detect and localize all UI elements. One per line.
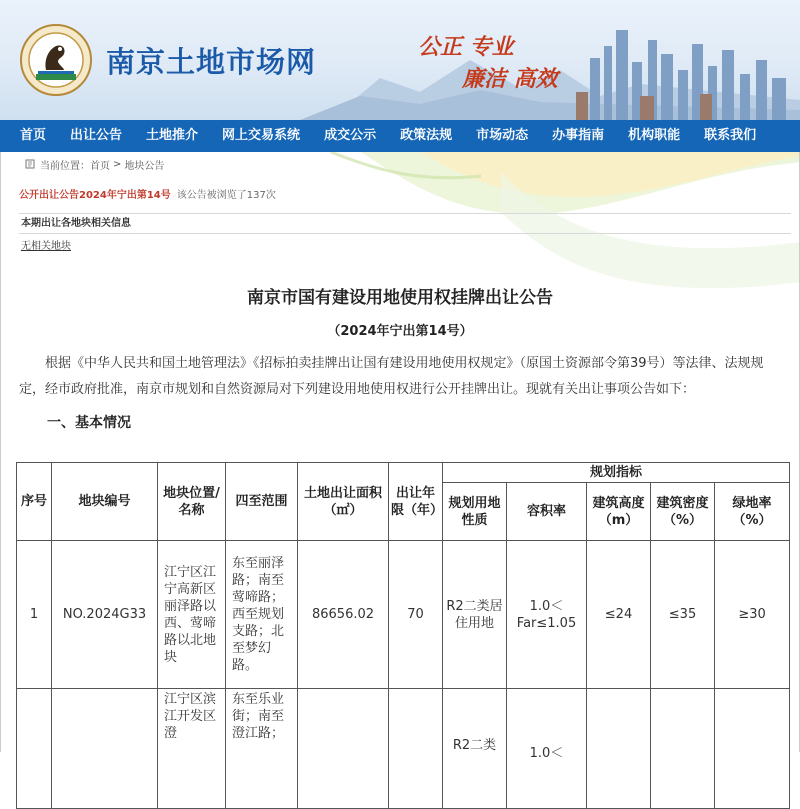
header-term: 出让年限（年）: [389, 463, 443, 541]
header-location: 地块位置/名称: [158, 463, 226, 541]
cell-term: [389, 689, 443, 809]
cell-no: 1: [17, 541, 52, 689]
nav-item-deal-publicity[interactable]: 成交公示: [324, 128, 377, 143]
related-parcels-panel: [19, 213, 791, 253]
nav-item-land-promo[interactable]: 土地推介: [146, 128, 199, 143]
parcel-table: [16, 462, 790, 809]
breadcrumb-current[interactable]: 地块公告: [124, 160, 165, 172]
cell-term: 70: [389, 541, 443, 689]
cell-green: ≥30: [715, 541, 790, 689]
cell-density: ≤35: [651, 541, 715, 689]
header-green: 绿地率（%）: [715, 483, 790, 541]
article-body: 根据《中华人民共和国土地管理法》《招标拍卖挂牌出让国有建设用地使用权规定》（原国土资源部令第39号）等法律、法规规定，经市政府批准，南京市规划和自然资源局对下列建设用地使用权进行公开挂牌出让。现就有关出让事项公告如下：: [19, 356, 764, 397]
article-title: 南京市国有建设用地使用权挂牌出让公告: [247, 288, 553, 308]
related-parcels-heading: 本期出让各地块相关信息: [19, 214, 791, 234]
nav-item-market-news[interactable]: 市场动态: [476, 128, 529, 143]
header-area: 土地出让面积（㎡）: [298, 463, 389, 541]
cell-height: [587, 689, 651, 809]
nav-item-home[interactable]: 首页: [20, 128, 47, 143]
table-row: [17, 689, 790, 809]
nav-item-functions[interactable]: 机构职能: [628, 128, 681, 143]
header-height: 建筑高度（m）: [587, 483, 651, 541]
breadcrumb: [1, 152, 799, 176]
slogan-line1: 公正 专业: [418, 34, 514, 60]
cell-area: [298, 689, 389, 809]
nav-item-sale-notice[interactable]: 出让公告: [70, 128, 123, 143]
header-planning: 规划指标: [443, 463, 790, 483]
site-banner: [0, 0, 800, 120]
header-code: 地块编号: [52, 463, 158, 541]
cell-no: [17, 689, 52, 809]
main-nav: [0, 120, 800, 152]
site-logo-icon[interactable]: [20, 24, 92, 96]
header-use: 规划用地性质: [443, 483, 507, 541]
notice-title: 公开出让公告2024年宁出第14号: [19, 190, 171, 201]
cell-height: ≤24: [587, 541, 651, 689]
cell-location: 江宁区江宁高新区丽泽路以西、莺啼路以北地块: [158, 541, 226, 689]
header-far: 容积率: [507, 483, 587, 541]
cell-far: 1.0＜: [507, 689, 587, 809]
cell-boundary: 东至丽泽路；南至莺啼路；西至规划支路；北至梦幻路。: [226, 541, 298, 689]
header-no: 序号: [17, 463, 52, 541]
cell-code: NO.2024G33: [52, 541, 158, 689]
header-density: 建筑密度（%）: [651, 483, 715, 541]
breadcrumb-prefix: 当前位置：: [40, 160, 90, 172]
cell-far: 1.0＜Far≤1.05: [507, 541, 587, 689]
cell-boundary: 东至乐业街；南至澄江路；: [226, 689, 298, 809]
site-title: 南京土地市场网: [106, 45, 317, 79]
cell-use: R2二类: [443, 689, 507, 809]
header-boundary: 四至范围: [226, 463, 298, 541]
cell-location: 江宁区滨江开发区澄: [158, 689, 226, 809]
nav-item-online-trading[interactable]: 网上交易系统: [222, 128, 301, 143]
cell-use: R2二类居住用地: [443, 541, 507, 689]
notice-header: [1, 186, 799, 201]
location-icon: [25, 159, 35, 169]
cell-area: 86656.02: [298, 541, 389, 689]
cell-code: [52, 689, 158, 809]
cell-green: [715, 689, 790, 809]
nav-item-guide[interactable]: 办事指南: [552, 128, 605, 143]
table-row: [17, 541, 790, 689]
slogan-line2: 廉洁 高效: [462, 66, 558, 92]
breadcrumb-home[interactable]: 首页: [90, 160, 110, 172]
related-parcels-link[interactable]: 无相关地块: [21, 241, 71, 252]
article-subtitle: （2024年宁出第14号）: [327, 324, 473, 339]
breadcrumb-separator: >: [113, 158, 122, 170]
nav-item-contact[interactable]: 联系我们: [704, 128, 757, 143]
section-heading: 一、基本情况: [47, 415, 131, 431]
notice-view-count: 该公告被浏览了137次: [176, 190, 276, 201]
nav-item-policies[interactable]: 政策法规: [400, 128, 453, 143]
cell-density: [651, 689, 715, 809]
